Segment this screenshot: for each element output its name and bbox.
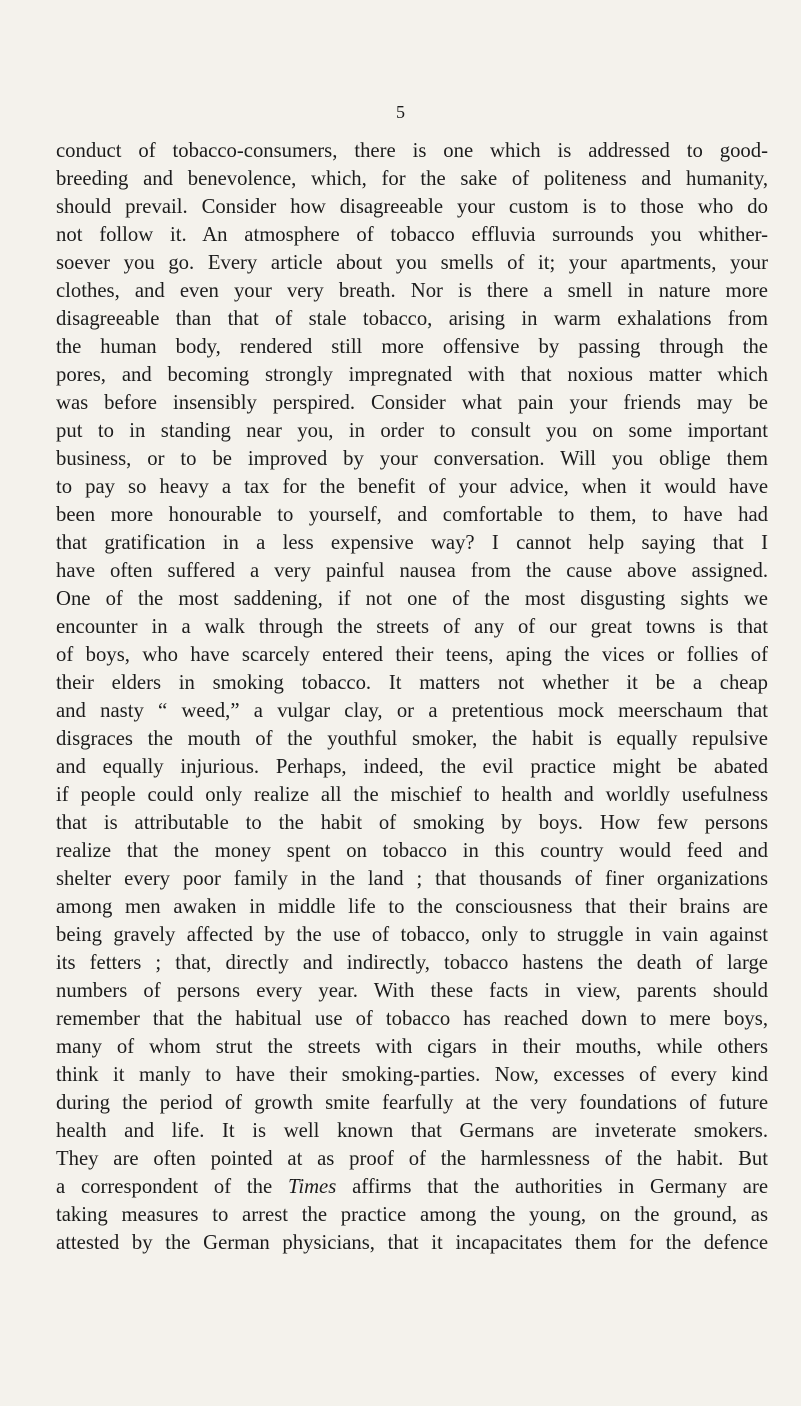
text-line: have often suffered a very painful nausea from the cause above assigned. <box>56 560 768 582</box>
text-line: shelter every poor family in the land ; that thousands of finer organizations <box>56 868 768 890</box>
text-line: during the period of growth smite fearfully at the very foundations of future <box>56 1092 768 1114</box>
text-line: not follow it. An atmosphere of tobacco effluvia surrounds you whither- <box>56 224 768 246</box>
text-line: One of the most saddening, if not one of the most disgusting sights we <box>56 588 768 610</box>
text-line: They are often pointed at as proof of the harmlessness of the habit. But <box>56 1148 768 1170</box>
text-line-mixed <box>56 1173 768 1201</box>
text-line: and equally injurious. Perhaps, indeed, the evil practice might be abated <box>56 756 768 778</box>
text-line: conduct of tobacco-consumers, there is one which is addressed to good- <box>56 140 768 162</box>
text-line: soever you go. Every article about you smells of it; your apartments, your <box>56 252 768 274</box>
text-line: taking measures to arrest the practice among the young, on the ground, as <box>56 1204 768 1226</box>
text-line: that is attributable to the habit of smoking by boys. How few persons <box>56 812 768 834</box>
page-number: 5 <box>396 102 405 122</box>
body-text <box>56 137 768 1257</box>
text-line: that gratification in a less expensive way? I cannot help saying that I <box>56 532 768 554</box>
text-line: attested by the German physicians, that it incapacitates them for the defence <box>56 1232 768 1254</box>
text-line: pores, and becoming strongly impregnated with that noxious matter which <box>56 364 768 386</box>
text-line: health and life. It is well known that Germans are inveterate smokers. <box>56 1120 768 1142</box>
text-line: think it manly to have their smoking-parties. Now, excesses of every kind <box>56 1064 768 1086</box>
text-line: put to in standing near you, in order to consult you on some important <box>56 420 768 442</box>
text-line: many of whom strut the streets with cigars in their mouths, while others <box>56 1036 768 1058</box>
text-line: business, or to be improved by your conversation. Will you oblige them <box>56 448 768 470</box>
text-line: of boys, who have scarcely entered their teens, aping the vices or follies of <box>56 644 768 666</box>
text-line: disagreeable than that of stale tobacco, arising in warm exhalations from <box>56 308 768 330</box>
italic-newspaper-title: Times <box>287 1176 337 1198</box>
text-line: being gravely affected by the use of tobacco, only to struggle in vain against <box>56 924 768 946</box>
text-line: breeding and benevolence, which, for the sake of politeness and humanity, <box>56 168 768 190</box>
text-line: and nasty “ weed,” a vulgar clay, or a pretentious mock meerschaum that <box>56 700 768 722</box>
text-line: if people could only realize all the mischief to health and worldly usefulness <box>56 784 768 806</box>
text-line: encounter in a walk through the streets of any of our great towns is that <box>56 616 768 638</box>
text-line: was before insensibly perspired. Consider what pain your friends may be <box>56 392 768 414</box>
text-line: should prevail. Consider how disagreeable your custom is to those who do <box>56 196 768 218</box>
text-line: disgraces the mouth of the youthful smoker, the habit is equally repulsive <box>56 728 768 750</box>
text-line: their elders in smoking tobacco. It matters not whether it be a cheap <box>56 672 768 694</box>
text-line: realize that the money spent on tobacco in this country would feed and <box>56 840 768 862</box>
text-fragment: affirms that the authorities in Germany are <box>352 1176 768 1198</box>
text-line: to pay so heavy a tax for the benefit of your advice, when it would have <box>56 476 768 498</box>
text-line: remember that the habitual use of tobacco has reached down to mere boys, <box>56 1008 768 1030</box>
text-line: clothes, and even your very breath. Nor is there a smell in nature more <box>56 280 768 302</box>
text-fragment: a correspondent of the <box>56 1176 273 1198</box>
text-line: among men awaken in middle life to the consciousness that their brains are <box>56 896 768 918</box>
text-line: been more honourable to yourself, and comfortable to them, to have had <box>56 504 768 526</box>
text-line: its fetters ; that, directly and indirectly, tobacco hastens the death of large <box>56 952 768 974</box>
text-line: numbers of persons every year. With these facts in view, parents should <box>56 980 768 1002</box>
text-line: the human body, rendered still more offensive by passing through the <box>56 336 768 358</box>
